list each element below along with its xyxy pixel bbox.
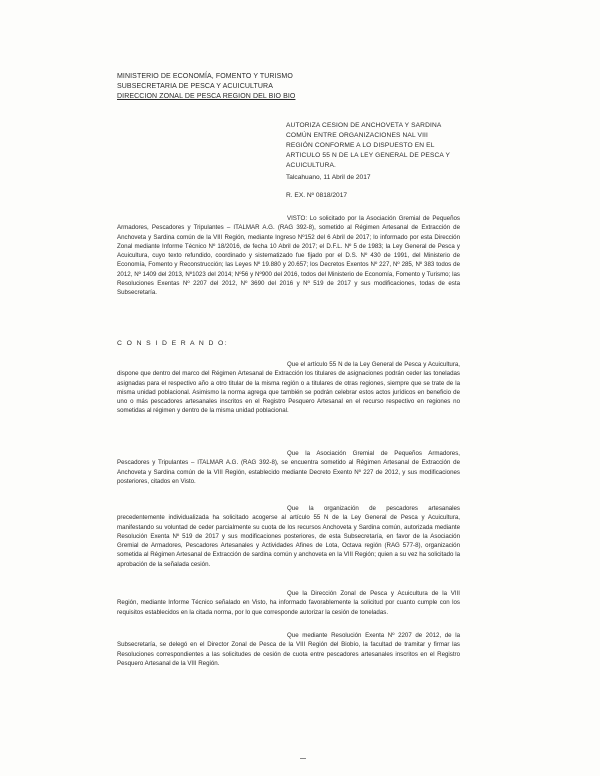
visto-paragraph [117, 214, 460, 298]
paragraph-text: Región, mediante Informe Técnico señalado en Visto, ha informado favorablemente la solicitud por cuanto cumple con los requisitos establecidos en la citada norma, por lo que corresponde autorizar la cesión de toneladas. [117, 599, 460, 616]
subsecretariat-name: SUBSECRETARIA DE PESCA Y ACUICULTURA [117, 83, 273, 90]
paragraph-text: precedentemente individualizada ha solicitado acogerse al artículo 55 N de la Ley General de Pesca y Acuicultura, manifestando su voluntad de ceder parcialmente su cuota de los recursos Anchoveta y Sardina común, autorizada mediante Resolución Exenta Nº 519 de 2017 y sus modificaciones posteriores, de esta Subsecretaría, en favor de la Asociación Gremial de Armadores, Pescadores Artesanales y Actividades Afines de Lota, Octava región (RAG 577-8), organización sometida al Régimen Artesanal de Extracción de sardina común y anchoveta en la VIII Región; quien a su vez ha solicitado la aprobación de la señalada cesión. [117, 514, 460, 568]
place-date: Talcahuano, 11 Abril de 2017 [286, 174, 371, 181]
letterhead [117, 72, 295, 102]
considerando-paragraph-1 [117, 360, 460, 416]
directorate-name: DIRECCION ZONAL DE PESCA REGION DEL BIO BIO [117, 93, 296, 100]
visto-lead: VISTO: [287, 215, 308, 222]
paragraph-lead: Que la Asociación Gremial de Pequeños Armadores, [287, 450, 460, 457]
paragraph-lead: Que el artículo 55 N de la Ley General de Pesca y [287, 361, 427, 368]
considerando-paragraph-4 [117, 589, 460, 617]
considerando-paragraph-3 [117, 504, 460, 569]
considerando-paragraph-2 [117, 449, 460, 486]
ministry-name: MINISTERIO DE ECONOMÍA, FOMENTO Y TURISMO [117, 73, 293, 80]
paragraph-lead: Que la organización de pescadores artesanales [287, 505, 460, 512]
paragraph-text: Pescadores y Tripulantes – ITALMAR A.G. (RAG 392-8), se encuentra sometido al Régimen Artesanal de Extracción de Anchoveta y Sardina común de la VIII Región, establecido mediante Decreto Exento Nº 227 de 2012, y sus modificaciones posteriores, citados en Visto. [117, 459, 460, 485]
considerando-heading: C O N S I D E R A N D O: [117, 340, 229, 347]
resolution-title: AUTORIZA CESION DE ANCHOVETA Y SARDINA COMÚN ENTRE ORGANIZACIONES NAL VIII REGIÓN CONFORME A LO DISPUESTO EN EL ARTICULO 55 N DE LA LEY GENERAL DE PESCA Y ACUICULTURA. [286, 122, 450, 169]
paragraph-text: la Subsecretaría, se delegó en el Director Zonal de Pesca de la VIII Región del Biobío, la facultad de tramitar y firmar las Resoluciones correspondientes a las solicitudes de cesión de cuota entre pescadores artesanales inscritos en el Registro Pesquero Artesanal de la VIII Región. [117, 632, 460, 667]
paragraph-lead: Que la Dirección Zonal de Pesca y Acuicultura de la VIII [287, 590, 460, 597]
paragraph-text: Acuicultura, dispone que dentro del marco del Régimen Artesanal de Extracción los titulares de asignaciones podrán ceder las toneladas asignadas para el respectivo año a otro titular de la misma región o a titulares de otras regiones, siempre que se trate de la misma unidad poblacional. Asimismo la norma agrega que también se podrán celebrar estos actos jurídicos en beneficio de uno o más pescadores artesanales inscritos en el Registro Pesquero Artesanal en el recurso respectivo en regiones no sometidas al régimen y dentro de la misma unidad poblacional. [117, 361, 460, 415]
resolution-number: R. EX. Nº 0818/2017 [286, 192, 348, 199]
paragraph-lead: Que mediante Resolución Exenta Nº 2207 de 2012, de [287, 632, 452, 639]
visto-text: Lo solicitado por la Asociación Gremial de Pequeños Armadores, Pescadores y Tripulantes – ITALMAR A.G. (RAG 392-8), sometido al Régimen Artesanal de Extracción de Anchoveta y Sardina común de la VIII Región, mediante Ingreso Nº152 del 6 Abril de 2017; lo informado por esta Dirección Zonal mediante Informe Técnico Nº 18/2016, de fecha 10 Abril de 2017; el D.F.L. Nº 5 de 1983; la Ley General de Pesca y Acuicultura, cuyo texto refundido, coordinado y sistematizado fue fijado por el D.S. Nº 430 de 1991, del Ministerio de Economía, Fomento y Reconstrucción; las Leyes Nº 19.880 y 20.657; los Decretos Exentos Nº 227, Nº 285, Nº 383 todos de 2012, Nº 1409 del 2013, Nº1023 del 2014; Nº56 y Nº900 del 2016, todos del Ministerio de Economía, Fomento y Turismo; las Resoluciones Exentas Nº 2207 del 2012, Nº 3690 del 2016 y Nº 519 de 2017 y sus modificaciones, todas de esta Subsecretaría. [117, 215, 460, 297]
page-mark [300, 758, 306, 759]
considerando-paragraph-5 [117, 631, 460, 668]
